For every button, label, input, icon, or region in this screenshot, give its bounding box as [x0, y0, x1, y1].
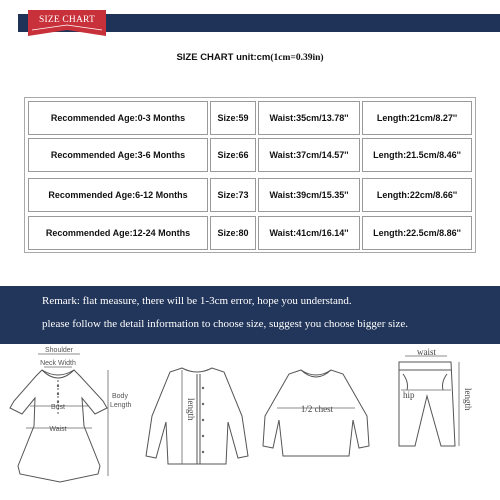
shoulder-label: Shoulder — [44, 347, 74, 354]
shirt-length-label: length — [186, 398, 196, 421]
pants-waist-label: waist — [417, 347, 436, 357]
table-cell-size: Size:73 — [210, 178, 256, 212]
body-length-label-2: Length — [110, 402, 132, 409]
table-cell-size: Size:66 — [210, 138, 256, 172]
table-cell-length: Length:22.5cm/8.86'' — [362, 216, 472, 250]
table-cell-size: Size:59 — [210, 101, 256, 135]
table-cell-waist: Waist:41cm/16.14'' — [258, 216, 360, 250]
title-conversion: (1cm=0.39in) — [270, 53, 324, 63]
table-cell-age: Recommended Age:12-24 Months — [28, 216, 208, 250]
title-main: SIZE CHART unit:cm — [176, 52, 271, 63]
ribbon-label: SIZE CHART — [38, 15, 96, 25]
page-title — [0, 52, 500, 63]
table-cell-age: Recommended Age:3-6 Months — [28, 138, 208, 172]
neck-width-label: Neck Width — [40, 360, 76, 367]
dress-measure-diagram — [0, 346, 135, 500]
size-table — [24, 97, 476, 253]
table-cell-length: Length:21.5cm/8.46'' — [362, 138, 472, 172]
remark-line-2: please follow the detail information to choose size, suggest you choose bigger size. — [42, 318, 408, 330]
sweater-chest-label: 1/2 chest — [300, 404, 334, 414]
waist-label: Waist — [49, 426, 67, 433]
shirt-measure-diagram — [140, 346, 255, 500]
pants-measure-diagram — [385, 346, 500, 500]
pants-length-label: length — [463, 388, 473, 411]
table-cell-age: Recommended Age:0-3 Months — [28, 101, 208, 135]
pants-hip-label: hip — [403, 390, 415, 400]
table-cell-length: Length:21cm/8.27'' — [362, 101, 472, 135]
sweater-measure-diagram — [255, 346, 380, 500]
table-cell-age: Recommended Age:6-12 Months — [28, 178, 208, 212]
table-cell-waist: Waist:39cm/15.35'' — [258, 178, 360, 212]
table-cell-waist: Waist:35cm/13.78'' — [258, 101, 360, 135]
bust-label: Bust — [50, 404, 66, 411]
table-cell-waist: Waist:37cm/14.57'' — [258, 138, 360, 172]
table-cell-length: Length:22cm/8.66'' — [362, 178, 472, 212]
remark-line-1: Remark: flat measure, there will be 1-3cm error, hope you understand. — [42, 295, 352, 307]
body-length-label-1: Body — [112, 393, 128, 400]
table-cell-size: Size:80 — [210, 216, 256, 250]
